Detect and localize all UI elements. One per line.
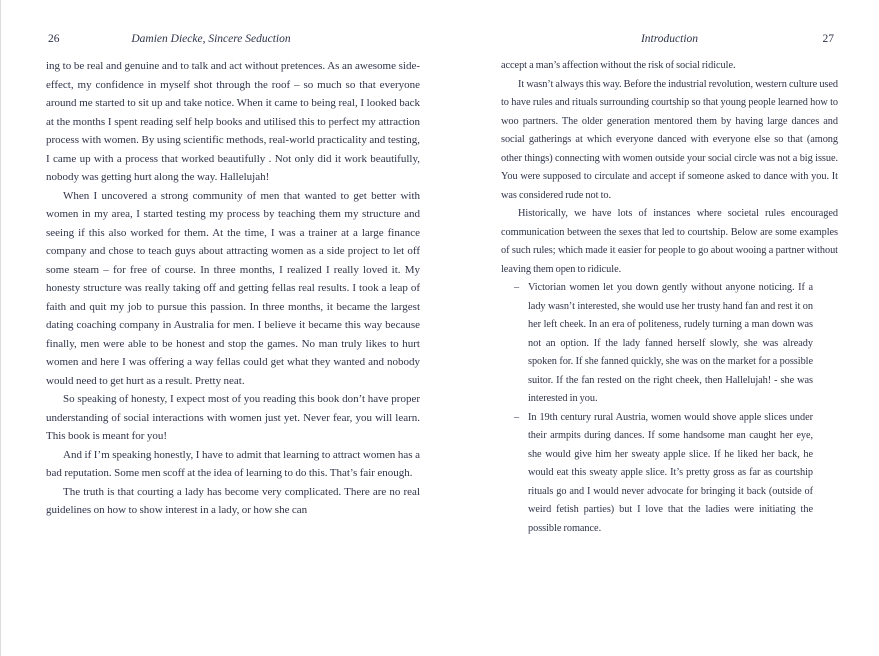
bullet-text: Victorian women let you down gently without anyone noticing. If a lady wasn’t interested, she would use her trusty hand fan and rest it on her left cheek. In an era of politeness, rudely turning a man down was not an option. If the lady fanned herself slowly, she was already spoken for. If she fanned quickly, she was on the market for a possible suitor. If the fan rested on the right cheek, then Hallelujah! - she was interested in you.	[528, 282, 813, 404]
bullet-dash-marker: –	[514, 411, 520, 423]
right-page-paragraphs	[501, 57, 838, 279]
paragraph: accept a man’s affection without the risk of social ridicule.	[501, 60, 736, 71]
paragraph: It wasn’t always this way. Before the industrial revolution, western culture used to have rules and rituals surrounding courtship so that young people learned how to woo partners. The older generation mentored them by having large dances and social gatherings at which everyone danced with everyone else so that (among other things) connecting with women outside your social circle was not a big issue. You were supposed to circulate and accept if someone asked to dance with you. It was considered rude not to.	[501, 78, 838, 201]
bullet-text: In 19th century rural Austria, women would shove apple slices under their armpits during dances. If some handsome man caught her eye, she would give him her sweaty apple slice. If he liked her back, he would eat this sweaty apple slice. It’s pretty gross as far as courtship rituals go and I would never advocate for bringing it back (outside of weird fetish parties) but I love that the ladies were initiating the possible romance.	[528, 411, 813, 534]
left-running-head	[46, 33, 420, 48]
right-page-number: 27	[822, 33, 834, 45]
left-running-header-title: Damien Diecke, Sincere Seduction	[131, 33, 291, 45]
bullet-dash-marker: –	[514, 282, 520, 293]
bullet-item	[514, 409, 813, 539]
page-left	[46, 33, 420, 520]
paragraph: ing to be real and genuine and to talk and act without pretences. As an awesome side-effect, my confidence in myself shot through the roof – so much so that everyone around me started to sit up and take notice. When it came to being real, I looked back at the months I spent reading self help books and utilised this to perfect my attraction process with women. By using scientific methods, real-world practicality and testing, I came up with a process that worked beautifully . Not only did it work beautifully, nobody was getting hurt along the way. Hallelujah!	[46, 60, 420, 183]
page-right	[501, 33, 838, 538]
paragraph: Historically, we have lots of instances where societal rules encouraged communication between the sexes that led to courtship. Below are some examples of such rules; which made it easier for people to go about wooing a partner without leaving them open to ridicule.	[501, 208, 838, 275]
right-page-body	[501, 57, 838, 538]
paragraph: So speaking of honesty, I expect most of you reading this book don’t have proper understanding of social interactions with women just yet. Never fear, you will learn. This book is meant for you!	[46, 393, 420, 442]
left-page-number: 26	[48, 33, 60, 45]
paragraph: When I uncovered a strong community of men that wanted to get better with women in my area, I started testing my process by teaching them my structure and seeing if this also worked for them. At the time, I was a trainer at a large finance company and chose to teach guys about attracting women as a side project to let off some steam – for free of course. In three months, I realized I really loved it. My honesty structure was really taking off and getting fellas real results. I took a leap of faith and quit my job to pursue this passion. In three months, it became the largest dating coaching company in Australia for men. I believe it became this way because finally, men were able to be honest and stop the games. No man truly likes to hurt women and here I was offering a way fellas could get what they wanted and nobody would need to get hurt as a result. Pretty neat.	[46, 189, 420, 387]
right-running-header-title: Introduction	[640, 33, 699, 45]
right-running-head	[501, 33, 838, 48]
left-page-body	[46, 57, 420, 520]
right-page-bullet-list	[501, 279, 838, 538]
paragraph: And if I’m speaking honestly, I have to admit that learning to attract women has a bad reputation. Some men scoff at the idea of learning to do this. That’s fair enough.	[46, 448, 420, 479]
paragraph: The truth is that courting a lady has become very complicated. There are no real guidelines on how to show interest in a lady, or how she can	[46, 485, 420, 516]
bullet-item	[514, 279, 813, 409]
